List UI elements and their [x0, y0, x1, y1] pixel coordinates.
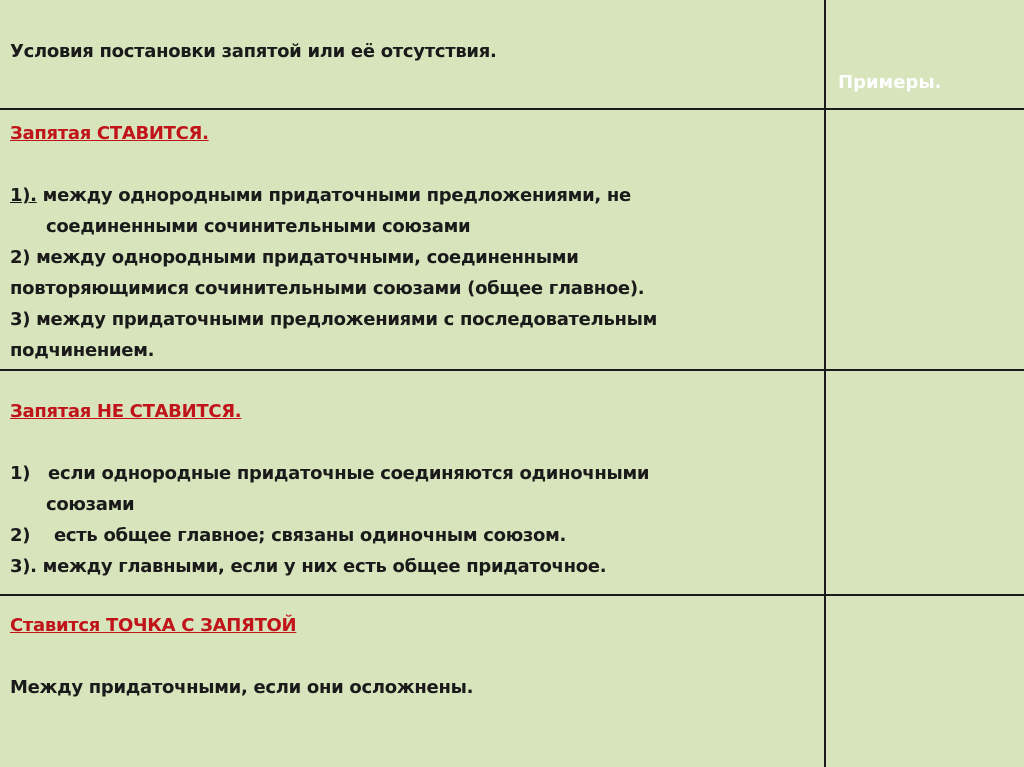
section-comma-placed: [10, 118, 810, 366]
section-comma-not-placed: [10, 396, 810, 582]
rule-item-1-number: 1).: [10, 185, 37, 206]
section-semicolon-title: Ставится ТОЧКА С ЗАПЯТОЙ: [10, 615, 297, 636]
rule-item-3-line-1: 3) между придаточными предложениями с последовательным: [10, 309, 658, 330]
column-divider: [824, 0, 826, 767]
rule-item-2-line-2: повторяющимися сочинительными союзами (общее главное).: [10, 278, 645, 299]
rule-item-1-continuation: соединенными сочинительными союзами: [46, 216, 471, 237]
section-comma-placed-title: Запятая СТАВИТСЯ.: [10, 123, 209, 144]
exception-item-1-line-1: 1) если однородные придаточные соединяются одиночными: [10, 463, 650, 484]
conditions-header: [10, 36, 810, 67]
rule-item-2-line-1: 2) между однородными придаточными, соединенными: [10, 247, 579, 268]
section-semicolon: [10, 610, 810, 703]
section-comma-not-placed-title: Запятая НЕ СТАВИТСЯ.: [10, 401, 242, 422]
exception-item-3: 3). между главными, если у них есть общее придаточное.: [10, 556, 607, 577]
rule-item-1-text: между однородными придаточными предложениями, не: [36, 185, 631, 206]
rule-item-1: [10, 180, 810, 211]
rule-item-3-line-2: подчинением.: [10, 340, 155, 361]
row-divider-1: [0, 108, 1024, 110]
row-divider-3: [0, 594, 1024, 596]
conditions-header-text: Условия постановки запятой или её отсутствия.: [10, 41, 497, 62]
examples-header: Примеры.: [838, 72, 942, 93]
exception-item-1-line-2: союзами: [46, 494, 135, 515]
exception-item-2: 2) есть общее главное; связаны одиночным союзом.: [10, 525, 567, 546]
semicolon-rule-text: Между придаточными, если они осложнены.: [10, 677, 474, 698]
row-divider-2: [0, 369, 1024, 371]
